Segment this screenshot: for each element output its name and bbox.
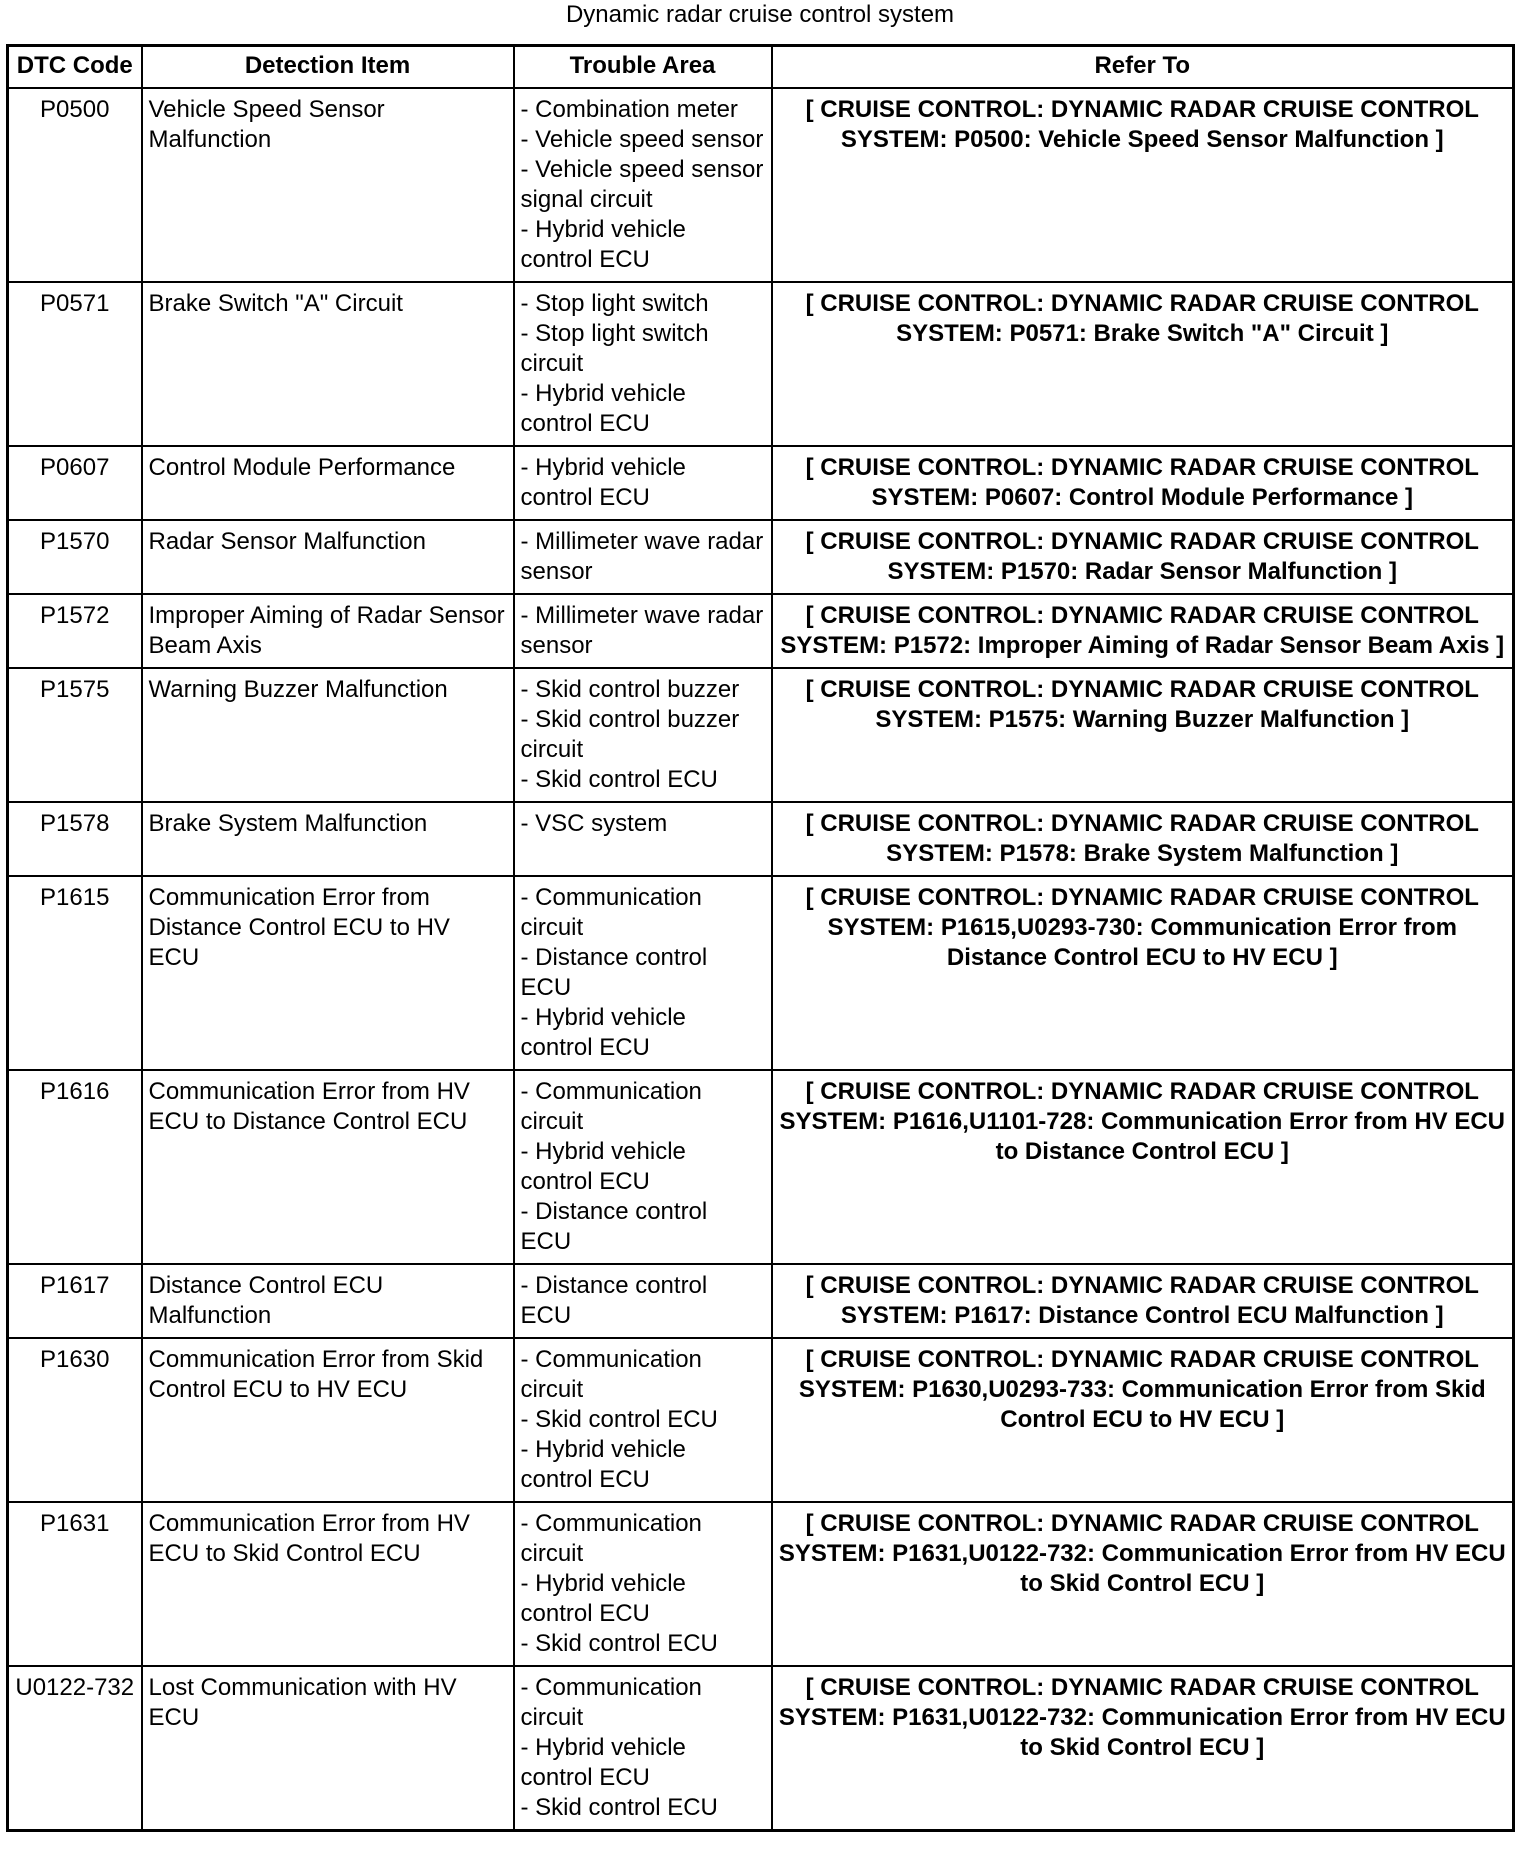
dtc-code-cell: P1615 xyxy=(8,876,142,1070)
dtc-code-cell: P0571 xyxy=(8,282,142,446)
dtc-code-cell: P1578 xyxy=(8,802,142,876)
refer-to-link[interactable]: [ CRUISE CONTROL: DYNAMIC RADAR CRUISE CONTROL SYSTEM: P0571: Brake Switch "A" Circuit ] xyxy=(772,282,1514,446)
detection-item-cell: Distance Control ECU Malfunction xyxy=(142,1264,514,1338)
header-refer-to: Refer To xyxy=(772,46,1514,89)
trouble-area-cell xyxy=(514,876,772,1070)
refer-to-link[interactable]: [ CRUISE CONTROL: DYNAMIC RADAR CRUISE CONTROL SYSTEM: P1631,U0122-732: Communication Error from HV ECU to Skid Control ECU ] xyxy=(772,1666,1514,1831)
trouble-area-line: - Skid control ECU xyxy=(520,1794,718,1821)
trouble-area-cell xyxy=(514,282,772,446)
detection-item-cell: Communication Error from Skid Control ECU to HV ECU xyxy=(142,1338,514,1502)
detection-item-cell: Improper Aiming of Radar Sensor Beam Axis xyxy=(142,594,514,668)
refer-to-link[interactable]: [ CRUISE CONTROL: DYNAMIC RADAR CRUISE CONTROL SYSTEM: P1575: Warning Buzzer Malfunction ] xyxy=(772,668,1514,802)
trouble-area-line: - Communication circuit xyxy=(520,1078,702,1135)
trouble-area-cell xyxy=(514,668,772,802)
trouble-area-line: - Hybrid vehicle control ECU xyxy=(520,380,686,437)
header-row xyxy=(8,46,1514,89)
trouble-area-line: - Skid control ECU xyxy=(520,766,718,793)
detection-item-cell: Vehicle Speed Sensor Malfunction xyxy=(142,88,514,282)
trouble-area-line: - Distance control ECU xyxy=(520,1198,708,1255)
trouble-area-cell xyxy=(514,520,772,594)
table-row xyxy=(8,1070,1514,1264)
trouble-area-line: - Stop light switch circuit xyxy=(520,320,709,377)
dtc-code-cell: P0500 xyxy=(8,88,142,282)
refer-to-link[interactable]: [ CRUISE CONTROL: DYNAMIC RADAR CRUISE CONTROL SYSTEM: P0500: Vehicle Speed Sensor Malfunction ] xyxy=(772,88,1514,282)
refer-to-link[interactable]: [ CRUISE CONTROL: DYNAMIC RADAR CRUISE CONTROL SYSTEM: P1570: Radar Sensor Malfunction ] xyxy=(772,520,1514,594)
trouble-area-line: - Skid control buzzer xyxy=(520,676,740,703)
trouble-area-line: - Distance control ECU xyxy=(520,944,708,1001)
detection-item-cell: Brake System Malfunction xyxy=(142,802,514,876)
trouble-area-line: - Skid control buzzer circuit xyxy=(520,706,740,763)
dtc-code-cell: P1631 xyxy=(8,1502,142,1666)
trouble-area-line: - Hybrid vehicle control ECU xyxy=(520,216,686,273)
refer-to-link[interactable]: [ CRUISE CONTROL: DYNAMIC RADAR CRUISE CONTROL SYSTEM: P1631,U0122-732: Communication Error from HV ECU to Skid Control ECU ] xyxy=(772,1502,1514,1666)
trouble-area-line: - Combination meter xyxy=(520,96,738,123)
dtc-code-cell: P1572 xyxy=(8,594,142,668)
table-row xyxy=(8,876,1514,1070)
detection-item-cell: Warning Buzzer Malfunction xyxy=(142,668,514,802)
dtc-code-cell: P1630 xyxy=(8,1338,142,1502)
trouble-area-line: - VSC system xyxy=(520,810,668,837)
refer-to-link[interactable]: [ CRUISE CONTROL: DYNAMIC RADAR CRUISE CONTROL SYSTEM: P1572: Improper Aiming of Radar Sensor Beam Axis ] xyxy=(772,594,1514,668)
trouble-area-line: - Hybrid vehicle control ECU xyxy=(520,454,686,511)
trouble-area-cell xyxy=(514,1666,772,1831)
trouble-area-line: - Hybrid vehicle control ECU xyxy=(520,1138,686,1195)
table-row xyxy=(8,88,1514,282)
table-row xyxy=(8,1264,1514,1338)
header-trouble-area: Trouble Area xyxy=(514,46,772,89)
dtc-code-cell: U0122-732 xyxy=(8,1666,142,1831)
table-row xyxy=(8,1666,1514,1831)
trouble-area-line: - Hybrid vehicle control ECU xyxy=(520,1570,686,1627)
trouble-area-line: - Millimeter wave radar sensor xyxy=(520,602,764,659)
table-row xyxy=(8,594,1514,668)
refer-to-link[interactable]: [ CRUISE CONTROL: DYNAMIC RADAR CRUISE CONTROL SYSTEM: P1617: Distance Control ECU Malfunction ] xyxy=(772,1264,1514,1338)
trouble-area-line: - Millimeter wave radar sensor xyxy=(520,528,764,585)
table-caption: Dynamic radar cruise control system xyxy=(565,1,955,28)
header-detection-item: Detection Item xyxy=(142,46,514,89)
dtc-code-cell: P1616 xyxy=(8,1070,142,1264)
dtc-code-cell: P1617 xyxy=(8,1264,142,1338)
trouble-area-cell xyxy=(514,1070,772,1264)
trouble-area-line: - Communication circuit xyxy=(520,1510,702,1567)
detection-item-cell: Lost Communication with HV ECU xyxy=(142,1666,514,1831)
trouble-area-cell xyxy=(514,802,772,876)
dtc-code-cell: P1575 xyxy=(8,668,142,802)
trouble-area-line: - Vehicle speed sensor xyxy=(520,126,764,153)
trouble-area-cell xyxy=(514,446,772,520)
refer-to-link[interactable]: [ CRUISE CONTROL: DYNAMIC RADAR CRUISE CONTROL SYSTEM: P1630,U0293-733: Communication Error from Skid Control ECU to HV ECU ] xyxy=(772,1338,1514,1502)
table-row xyxy=(8,446,1514,520)
trouble-area-line: - Skid control ECU xyxy=(520,1630,718,1657)
refer-to-link[interactable]: [ CRUISE CONTROL: DYNAMIC RADAR CRUISE CONTROL SYSTEM: P1578: Brake System Malfunction ] xyxy=(772,802,1514,876)
trouble-area-line: - Communication circuit xyxy=(520,1674,702,1731)
detection-item-cell: Communication Error from HV ECU to Skid Control ECU xyxy=(142,1502,514,1666)
trouble-area-line: - Hybrid vehicle control ECU xyxy=(520,1436,686,1493)
trouble-area-line: - Distance control ECU xyxy=(520,1272,708,1329)
table-row xyxy=(8,1338,1514,1502)
trouble-area-cell xyxy=(514,594,772,668)
detection-item-cell: Brake Switch "A" Circuit xyxy=(142,282,514,446)
table-row xyxy=(8,668,1514,802)
trouble-area-cell xyxy=(514,1264,772,1338)
trouble-area-cell xyxy=(514,1338,772,1502)
dtc-code-cell: P1570 xyxy=(8,520,142,594)
trouble-area-line: - Vehicle speed sensor signal circuit xyxy=(520,156,764,213)
dtc-table xyxy=(6,44,1515,1832)
table-row xyxy=(8,282,1514,446)
refer-to-link[interactable]: [ CRUISE CONTROL: DYNAMIC RADAR CRUISE CONTROL SYSTEM: P0607: Control Module Performance ] xyxy=(772,446,1514,520)
table-row xyxy=(8,802,1514,876)
detection-item-cell: Communication Error from HV ECU to Distance Control ECU xyxy=(142,1070,514,1264)
trouble-area-cell xyxy=(514,1502,772,1666)
table-row xyxy=(8,1502,1514,1666)
trouble-area-line: - Hybrid vehicle control ECU xyxy=(520,1004,686,1061)
trouble-area-line: - Hybrid vehicle control ECU xyxy=(520,1734,686,1791)
trouble-area-line: - Stop light switch xyxy=(520,290,709,317)
dtc-code-cell: P0607 xyxy=(8,446,142,520)
trouble-area-line: - Communication circuit xyxy=(520,1346,702,1403)
header-dtc-code: DTC Code xyxy=(8,46,142,89)
refer-to-link[interactable]: [ CRUISE CONTROL: DYNAMIC RADAR CRUISE CONTROL SYSTEM: P1616,U1101-728: Communication Error from HV ECU to Distance Control ECU ] xyxy=(772,1070,1514,1264)
detection-item-cell: Communication Error from Distance Control ECU to HV ECU xyxy=(142,876,514,1070)
trouble-area-line: - Skid control ECU xyxy=(520,1406,718,1433)
table-row xyxy=(8,520,1514,594)
table-body xyxy=(8,88,1514,1831)
detection-item-cell: Control Module Performance xyxy=(142,446,514,520)
detection-item-cell: Radar Sensor Malfunction xyxy=(142,520,514,594)
trouble-area-line: - Communication circuit xyxy=(520,884,702,941)
trouble-area-cell xyxy=(514,88,772,282)
table-header xyxy=(8,46,1514,89)
refer-to-link[interactable]: [ CRUISE CONTROL: DYNAMIC RADAR CRUISE CONTROL SYSTEM: P1615,U0293-730: Communication Error from Distance Control ECU to HV ECU ] xyxy=(772,876,1514,1070)
